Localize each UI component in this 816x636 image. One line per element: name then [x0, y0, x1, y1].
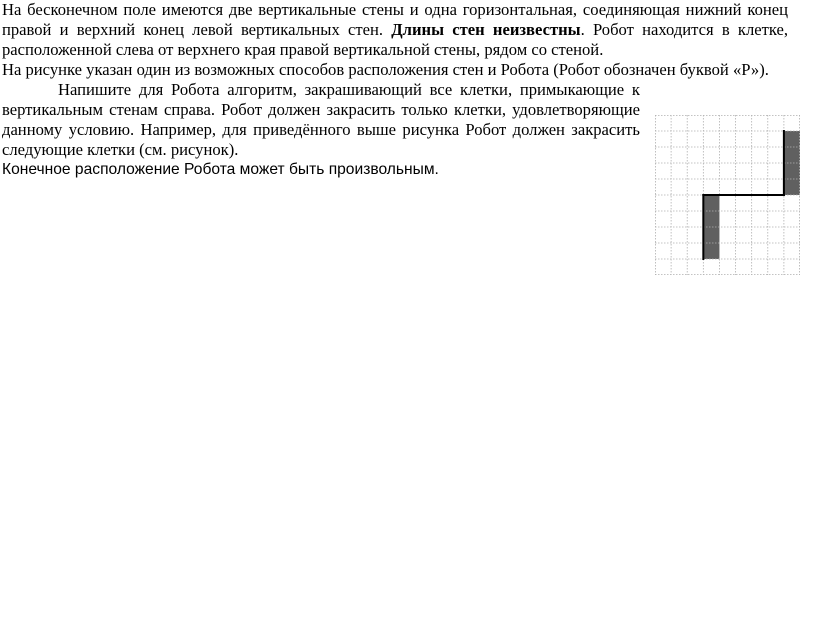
filled-cell — [703, 195, 719, 211]
paragraph-final-position: Конечное расположение Робота может быть произвольным. — [2, 161, 439, 178]
condition-bold-text: Длины стен неизвестны — [391, 20, 581, 39]
filled-cell — [784, 131, 800, 147]
filled-cell — [784, 163, 800, 179]
paragraph-figure-note: На рисунке указан один из возможных способов расположения стен и Робота (Робот обозначен буквой «Р»). — [2, 60, 769, 79]
filled-cell — [784, 179, 800, 195]
condition-text-1: На бесконечном поле имеются две вертикальные стены и одна горизонтальная, соединяющая нижний конец правой и верхний конец левой вертикальных стен. — [2, 0, 788, 39]
filled-cell — [784, 147, 800, 163]
paragraph-task-condition — [2, 0, 788, 60]
robot-field-figure — [655, 115, 800, 275]
filled-cell — [703, 243, 719, 259]
filled-cell — [703, 211, 719, 227]
paragraph-task: Напишите для Робота алгоритм, закрашивающий все клетки, примыкающие к вертикальным стенам справа. Робот должен закрасить только клетки, удовлетворяющие данному условию. Например, для приведённого выше рисунка Робот должен закрасить следующие клетки (см. рисунок). — [2, 80, 640, 159]
filled-cell — [703, 227, 719, 243]
condition-text-2: . Робот находится в клетке, расположенной слева от верхнего края правой вертикальной стены, рядом со стеной. — [2, 20, 789, 59]
